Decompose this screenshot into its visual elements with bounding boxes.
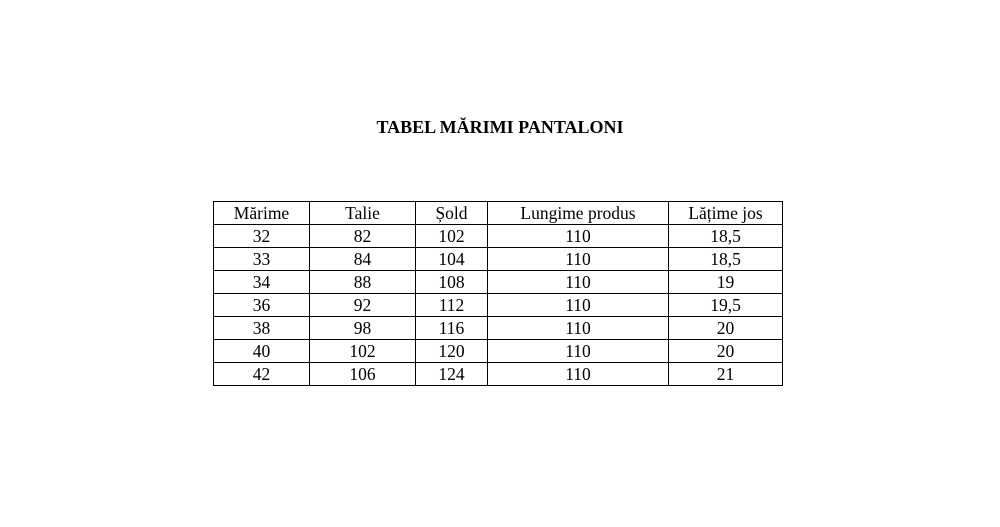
cell-latime-jos: 20	[669, 340, 783, 363]
cell-sold: 112	[416, 294, 488, 317]
cell-latime-jos: 19	[669, 271, 783, 294]
cell-marime: 34	[214, 271, 310, 294]
table-row	[214, 340, 783, 363]
cell-sold: 102	[416, 225, 488, 248]
cell-lungime-produs: 110	[488, 294, 669, 317]
cell-latime-jos: 18,5	[669, 225, 783, 248]
cell-sold: 116	[416, 317, 488, 340]
table-row	[214, 225, 783, 248]
cell-talie: 84	[310, 248, 416, 271]
cell-talie: 98	[310, 317, 416, 340]
table-row	[214, 294, 783, 317]
cell-talie: 92	[310, 294, 416, 317]
cell-lungime-produs: 110	[488, 340, 669, 363]
cell-sold: 104	[416, 248, 488, 271]
cell-latime-jos: 20	[669, 317, 783, 340]
table-header-row	[214, 202, 783, 225]
table-row	[214, 317, 783, 340]
cell-sold: 120	[416, 340, 488, 363]
header-sold: Șold	[416, 202, 488, 225]
cell-latime-jos: 19,5	[669, 294, 783, 317]
cell-lungime-produs: 110	[488, 317, 669, 340]
cell-latime-jos: 18,5	[669, 248, 783, 271]
table-row	[214, 271, 783, 294]
cell-talie: 102	[310, 340, 416, 363]
cell-marime: 38	[214, 317, 310, 340]
cell-marime: 36	[214, 294, 310, 317]
cell-sold: 124	[416, 363, 488, 386]
cell-latime-jos: 21	[669, 363, 783, 386]
size-table	[213, 201, 783, 386]
cell-talie: 82	[310, 225, 416, 248]
cell-lungime-produs: 110	[488, 363, 669, 386]
cell-marime: 40	[214, 340, 310, 363]
cell-lungime-produs: 110	[488, 271, 669, 294]
cell-marime: 33	[214, 248, 310, 271]
cell-lungime-produs: 110	[488, 225, 669, 248]
header-talie: Talie	[310, 202, 416, 225]
header-latime-jos: Lățime jos	[669, 202, 783, 225]
table-row	[214, 248, 783, 271]
cell-talie: 106	[310, 363, 416, 386]
header-lungime-produs: Lungime produs	[488, 202, 669, 225]
document-title: TABEL MĂRIMI PANTALONI	[376, 117, 624, 137]
cell-talie: 88	[310, 271, 416, 294]
cell-marime: 32	[214, 225, 310, 248]
table-row	[214, 363, 783, 386]
cell-marime: 42	[214, 363, 310, 386]
cell-sold: 108	[416, 271, 488, 294]
header-marime: Mărime	[214, 202, 310, 225]
cell-lungime-produs: 110	[488, 248, 669, 271]
